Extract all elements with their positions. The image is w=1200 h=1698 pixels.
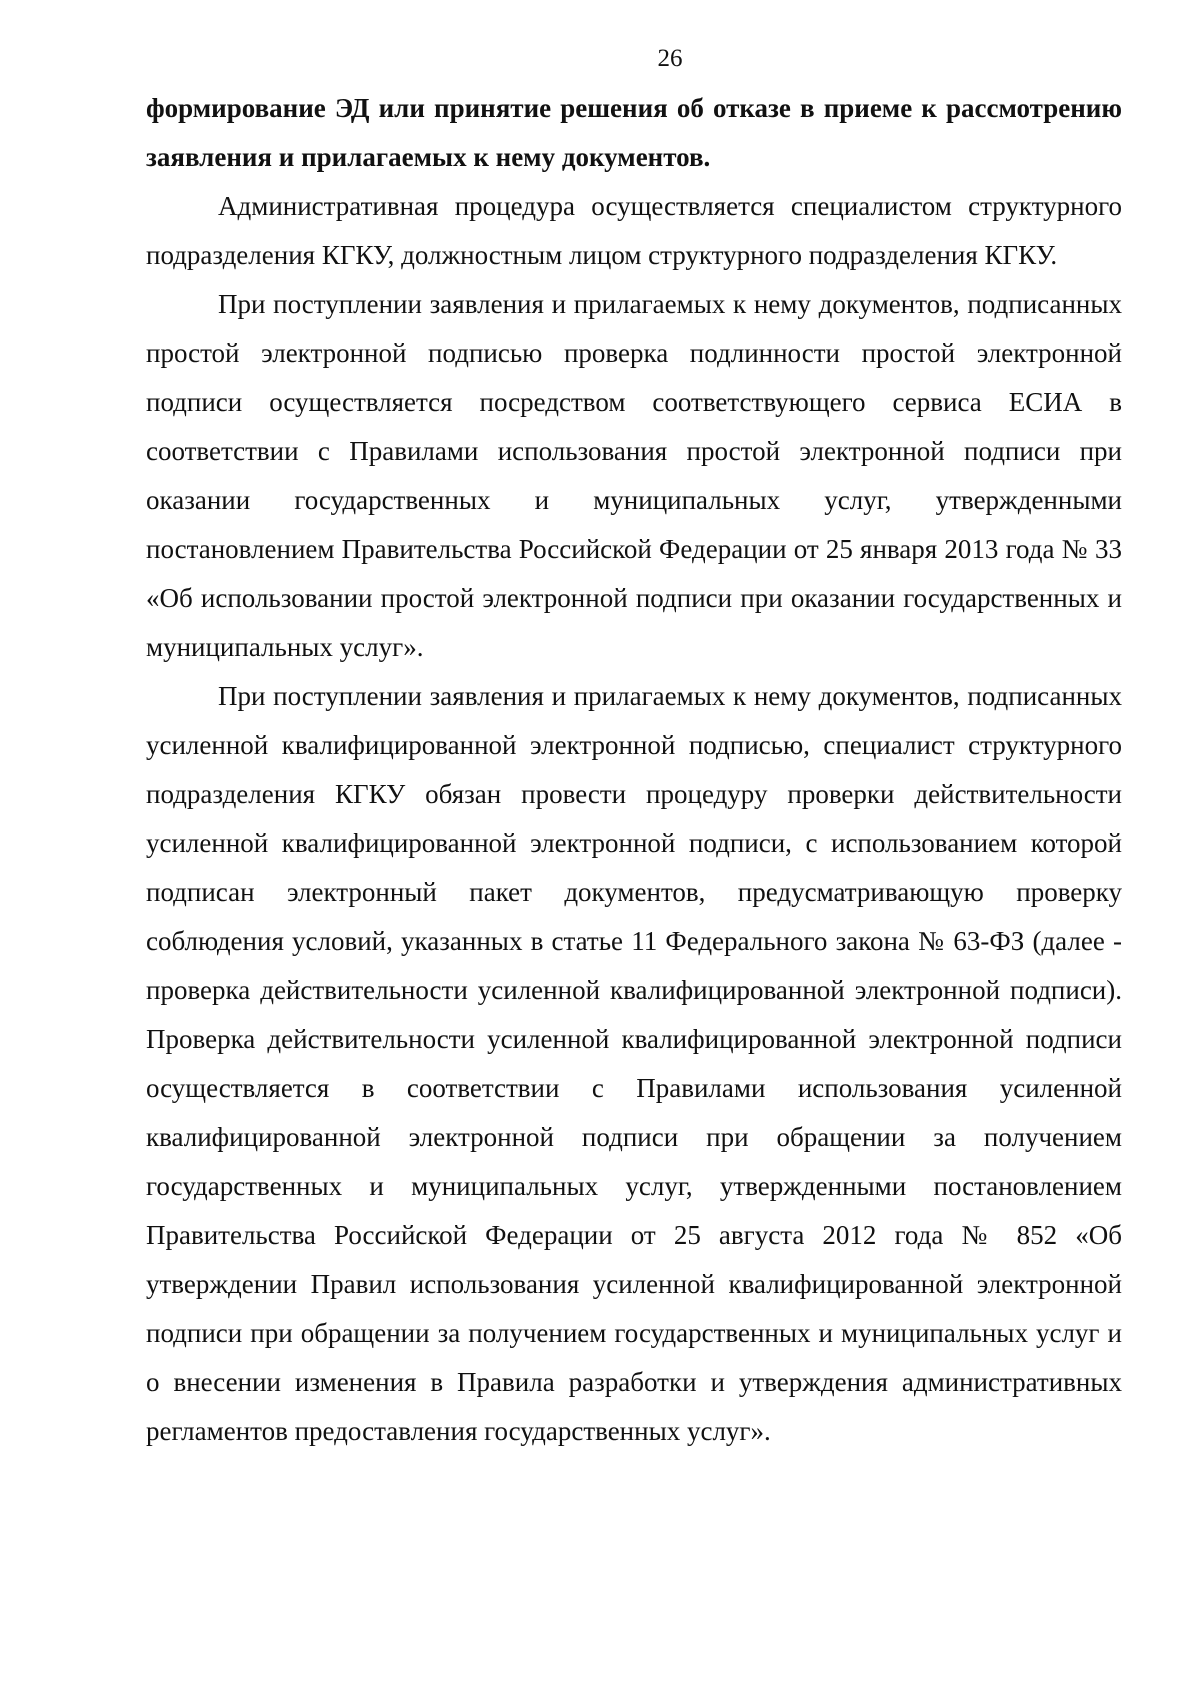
paragraph-simple-signature: При поступлении заявления и прилагаемых к нему документов, подписанных простой электронной подписью проверка подлинности простой электронной подписи осуществляется посредством соответствующего сервиса ЕСИА в соответствии с Правилами использования простой электронной подписи при оказании государственных и муниципальных услуг, утвержденными постановлением Правительства Российской Федерации от 25 января 2013 года № 33 «Об использовании простой электронной подписи при оказании государственных и муниципальных услуг». [146,289,1122,662]
paragraph-qualified-signature: При поступлении заявления и прилагаемых к нему документов, подписанных усиленной квалифицированной электронной подписью, специалист структурного подразделения КГКУ обязан провести процедуру проверки действительности усиленной квалифицированной электронной подписи, с использованием которой подписан электронный пакет документов, предусматривающую проверку соблюдения условий, указанных в статье 11 Федерального закона № 63-ФЗ (далее - проверка действительности усиленной квалифицированной электронной подписи). Проверка действительности усиленной квалифицированной электронной подписи осуществляется в соответствии с Правилами использования усиленной квалифицированной электронной подписи при обращении за получением государственных и муниципальных услуг, утвержденными постановлением Правительства Российской Федерации от 25 августа 2012 года № 852 «Об утверждении Правил использования усиленной квалифицированной электронной подписи при обращении за получением государственных и муниципальных услуг и о внесении изменения в Правила разработки и утверждения административных регламентов предоставления государственных услуг». [146,681,1122,1446]
page-number: 26 [657,45,683,72]
paragraph-procedure-executor: Административная процедура осуществляется специалистом структурного подразделения КГКУ, должностным лицом структурного подразделения КГКУ. [146,191,1122,270]
document-body [146,84,1122,1456]
paragraph-heading-continuation: формирование ЭД или принятие решения об отказе в приеме к рассмотрению заявления и прилагаемых к нему документов. [146,93,1122,172]
